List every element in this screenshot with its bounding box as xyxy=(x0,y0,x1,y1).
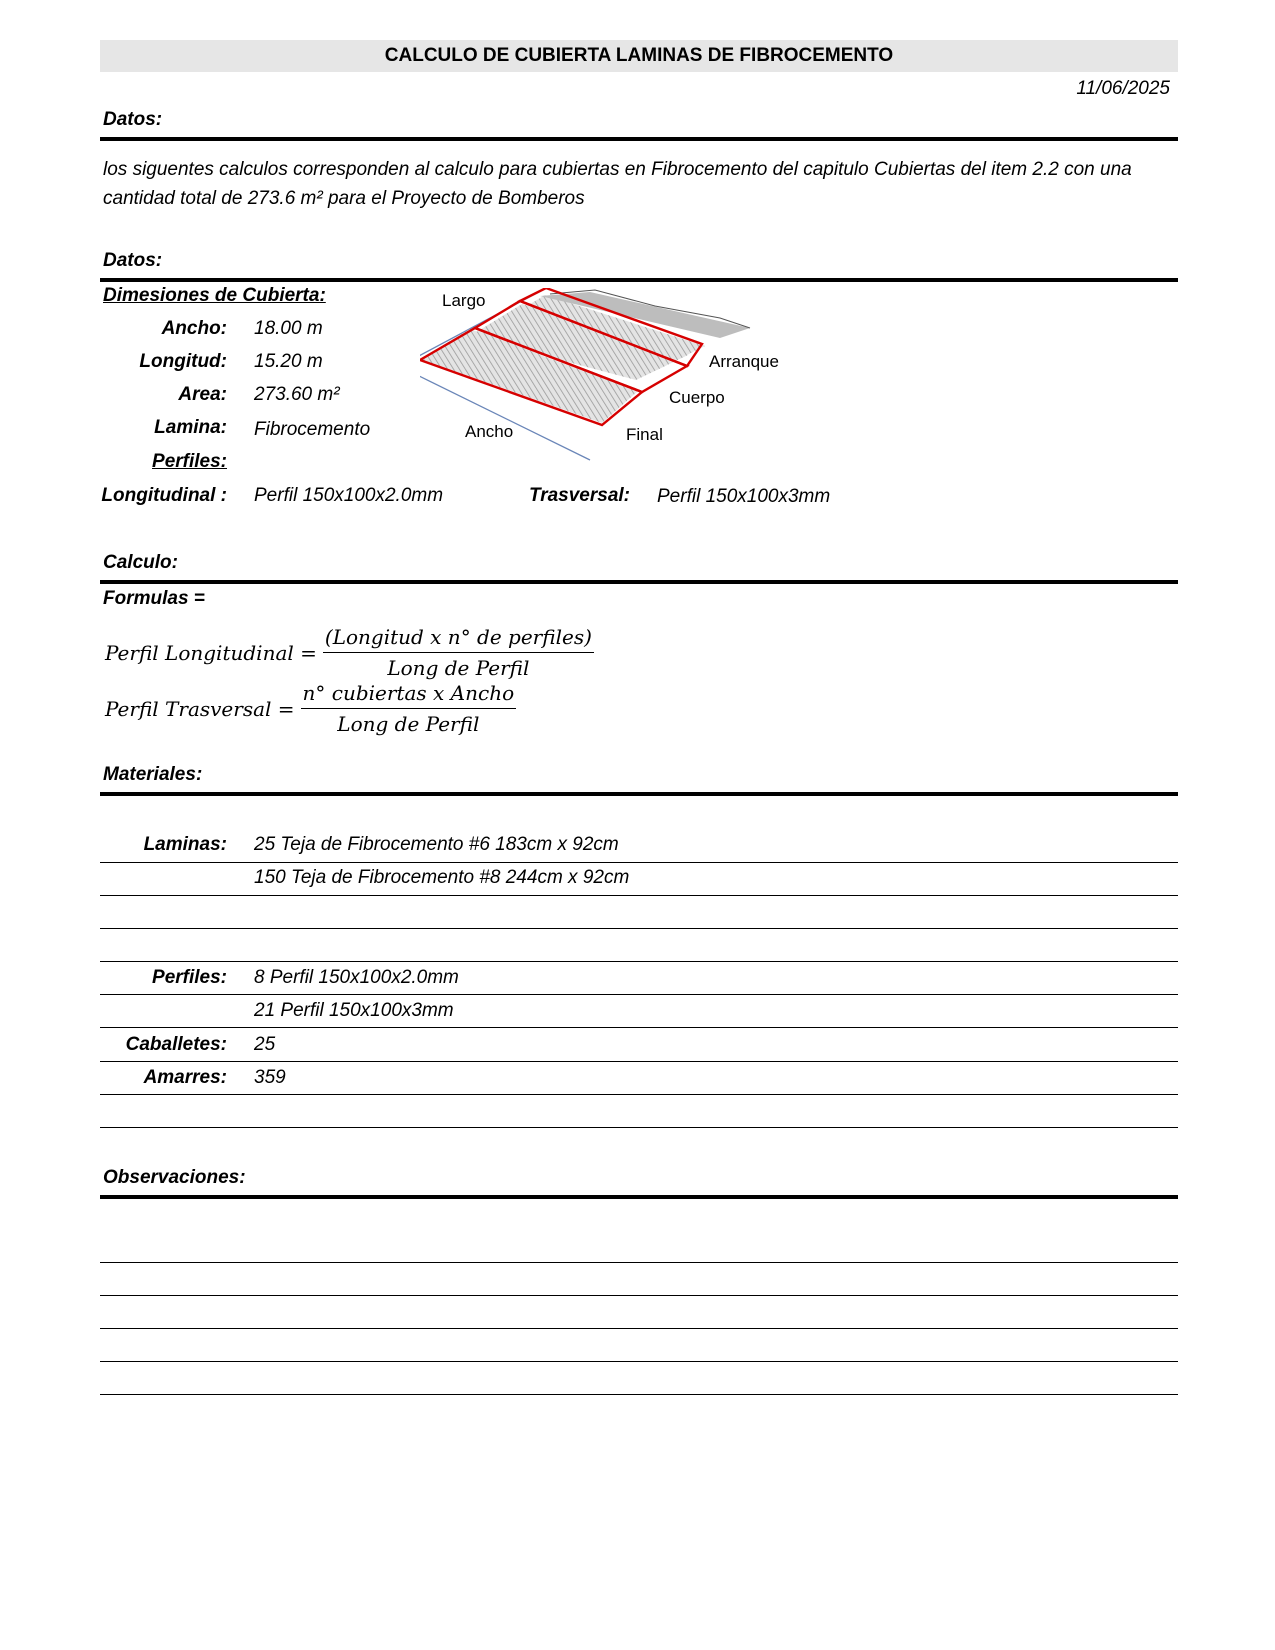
observaciones-heading: Observaciones: xyxy=(103,1167,246,1188)
formula-trasversal-denominator: Long de Perfil xyxy=(337,712,480,736)
formula-longitudinal-fraction xyxy=(323,625,594,680)
final-label: Final xyxy=(626,425,663,444)
longitud-value: 15.20 m xyxy=(254,351,323,372)
laminas-value-2: 150 Teja de Fibrocemento #8 244cm x 92cm xyxy=(254,867,630,888)
materiales-row-line xyxy=(100,1027,1178,1028)
longitud-label: Longitud: xyxy=(139,351,227,372)
perfiles-value-2: 21 Perfil 150x100x3mm xyxy=(254,1000,454,1021)
largo-label: Largo xyxy=(442,291,486,310)
datos-divider xyxy=(100,278,1178,282)
observaciones-divider xyxy=(100,1195,1178,1199)
observaciones-line xyxy=(100,1262,1178,1263)
materiales-heading: Materiales: xyxy=(103,764,203,785)
ancho-label: Ancho: xyxy=(161,318,227,339)
perfiles-value-1: 8 Perfil 150x100x2.0mm xyxy=(254,967,459,988)
observaciones-line xyxy=(100,1361,1178,1362)
amarres-label: Amarres: xyxy=(143,1067,227,1088)
trasversal-value: Perfil 150x100x3mm xyxy=(657,486,831,507)
longitudinal-value: Perfil 150x100x2.0mm xyxy=(254,485,444,506)
datos-heading: Datos: xyxy=(103,250,163,271)
amarres-value: 359 xyxy=(254,1067,286,1088)
cuerpo-label: Cuerpo xyxy=(669,388,725,407)
observaciones-line xyxy=(100,1295,1178,1296)
formula-longitudinal-lhs: Perfil Longitudinal = xyxy=(105,640,317,665)
laminas-value-1: 25 Teja de Fibrocemento #6 183cm x 92cm xyxy=(254,834,619,855)
dimensions-heading: Dimesiones de Cubierta: xyxy=(103,285,326,306)
materiales-row-line xyxy=(100,895,1178,896)
formula-longitudinal-numerator: (Longitud x n° de perfiles) xyxy=(323,625,594,653)
lamina-value: Fibrocemento xyxy=(254,419,371,440)
intro-heading: Datos: xyxy=(103,109,163,130)
formula-longitudinal-denominator: Long de Perfil xyxy=(387,656,530,680)
calculo-heading: Calculo: xyxy=(103,552,178,573)
intro-paragraph: los siguentes calculos corresponden al calculo para cubiertas en Fibrocemento del capitulo Cubiertas del item 2.2 con una cantidad total de 273.6 m² para el Proyecto de Bomberos xyxy=(103,159,1132,209)
caballetes-value: 25 xyxy=(254,1034,276,1055)
formula-trasversal-fraction xyxy=(301,681,517,736)
materiales-row-line xyxy=(100,994,1178,995)
materiales-row-line xyxy=(100,1127,1178,1128)
materiales-row-line xyxy=(100,928,1178,929)
materiales-row-line xyxy=(100,961,1178,962)
lamina-label: Lamina: xyxy=(154,417,227,438)
ancho-diagram-label: Ancho xyxy=(465,422,514,441)
formulas-label: Formulas = xyxy=(103,588,205,609)
area-label: Area: xyxy=(178,384,227,405)
perfiles-materiales-label: Perfiles: xyxy=(152,967,227,988)
formula-trasversal xyxy=(105,681,516,736)
caballetes-label: Caballetes: xyxy=(125,1034,227,1055)
observaciones-line xyxy=(100,1328,1178,1329)
calculo-divider xyxy=(100,580,1178,584)
observaciones-line xyxy=(100,1394,1178,1395)
formula-trasversal-numerator: n° cubiertas x Ancho xyxy=(301,681,517,709)
document-date: 11/06/2025 xyxy=(1076,78,1170,99)
materiales-row-line xyxy=(100,1094,1178,1095)
laminas-label: Laminas: xyxy=(143,834,227,855)
arranque-label: Arranque xyxy=(709,352,779,371)
area-value: 273.60 m² xyxy=(254,384,340,405)
materiales-row-line xyxy=(100,1061,1178,1062)
roof-diagram xyxy=(420,288,800,468)
trasversal-label: Trasversal: xyxy=(528,485,630,506)
formula-trasversal-lhs: Perfil Trasversal = xyxy=(105,696,295,721)
intro-divider xyxy=(100,137,1178,141)
materiales-divider xyxy=(100,792,1178,796)
perfiles-label: Perfiles: xyxy=(152,451,227,472)
formula-longitudinal xyxy=(105,625,594,680)
ancho-value: 18.00 m xyxy=(254,318,323,339)
materiales-row-line xyxy=(100,862,1178,863)
document-title: CALCULO DE CUBIERTA LAMINAS DE FIBROCEMENTO xyxy=(100,40,1178,72)
longitudinal-label: Longitudinal : xyxy=(101,485,227,506)
